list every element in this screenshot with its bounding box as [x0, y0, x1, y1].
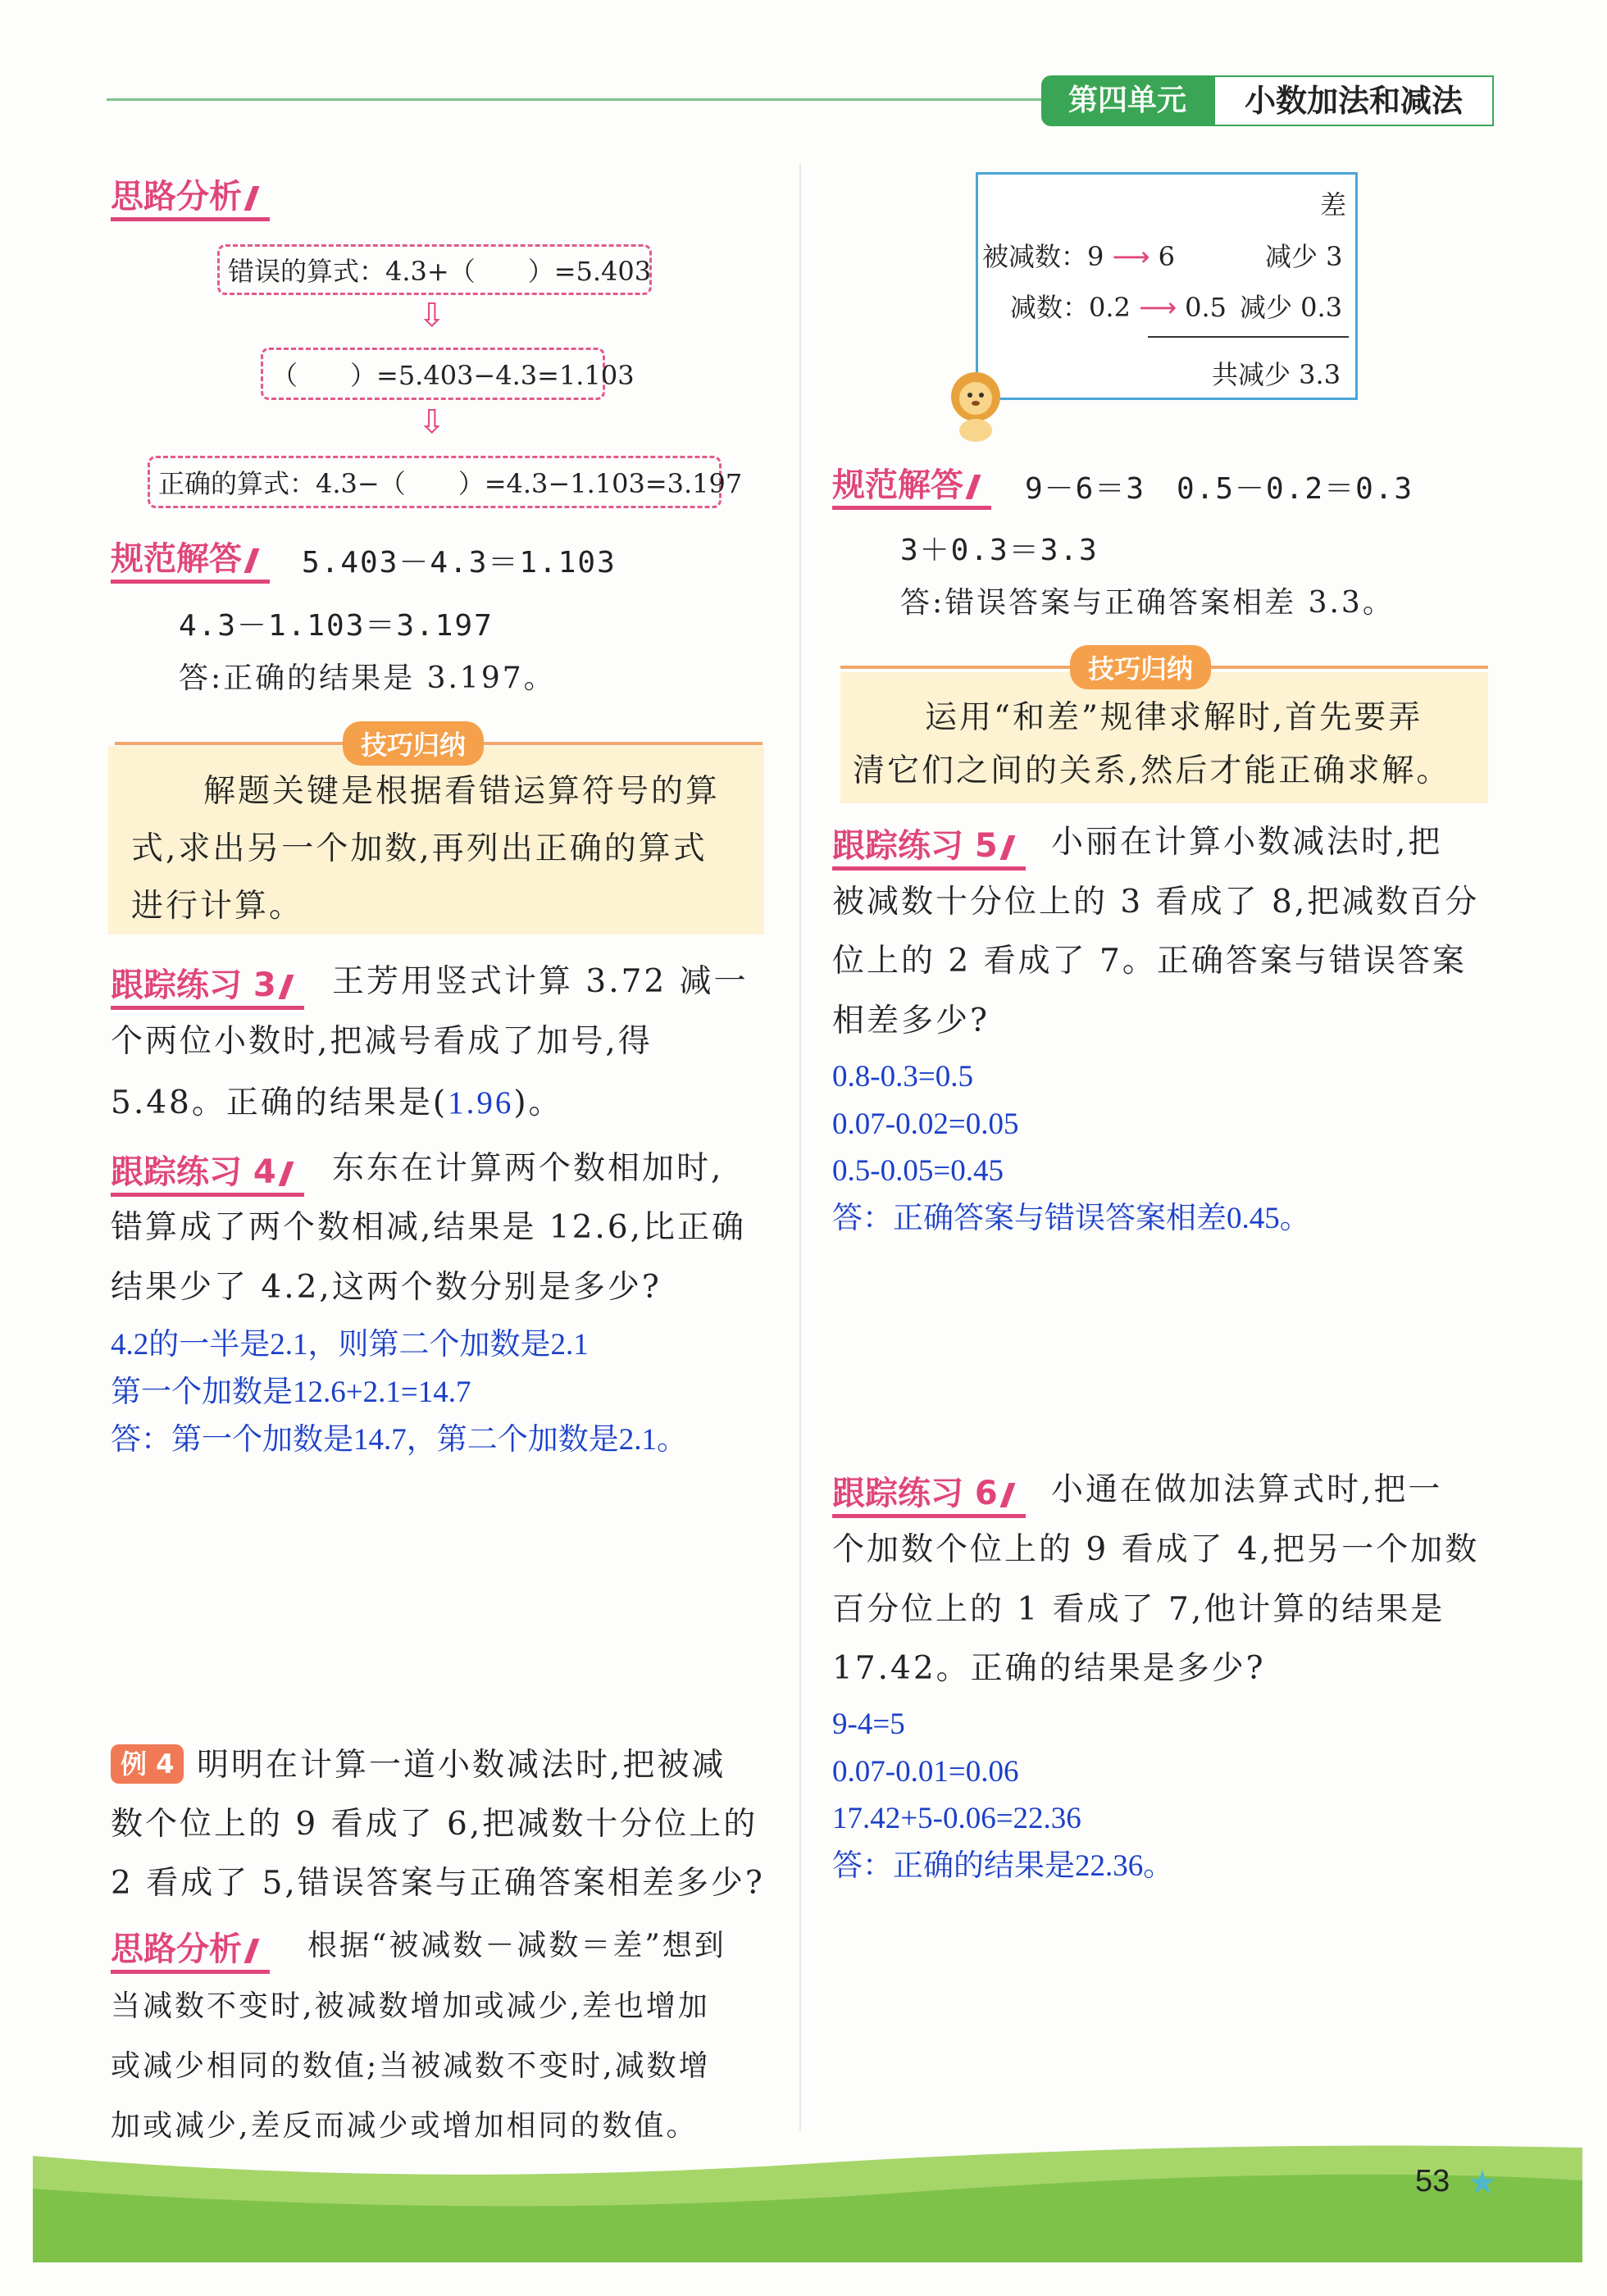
exercise-5-line: 小丽在计算小数减法时,把: [1051, 824, 1443, 861]
box-label: 被减数：9: [982, 241, 1104, 272]
middle-formula-box: （ ）=5.403−4.3=1.103: [261, 348, 605, 400]
exercise-6-line: 小通在做加法算式时,把一: [1051, 1471, 1443, 1508]
answer-line: 3＋0.3＝3.3: [900, 534, 1099, 567]
analysis-tag: 思路分析: [111, 170, 270, 221]
exercise-3-answer: 1.96: [448, 1085, 514, 1121]
skill-line: 运用“和差”规律求解时,首先要弄: [925, 699, 1423, 736]
answer-line: 5.403－4.3＝1.103: [302, 546, 617, 580]
exercise-4-line: 结果少了 4.2,这两个数分别是多少?: [111, 1269, 662, 1306]
example-line: 2 看成了 5,错误答案与正确答案相差多少?: [111, 1865, 765, 1902]
star-icon: ★: [1468, 2164, 1497, 2202]
box-value: 0.5: [1185, 292, 1227, 323]
example-analysis-line: 加或减少,差反而减少或增加相同的数值。: [111, 2109, 699, 2143]
example-analysis-line: 当减数不变时,被减数增加或减少,差也增加: [111, 1989, 710, 2023]
skill-title: 技巧归纳: [343, 721, 484, 766]
exercise-6-answer: 17.42+5-0.06=22.36: [832, 1802, 1081, 1835]
box-value: 6: [1158, 241, 1175, 272]
exercise-6-line: 个加数个位上的 9 看成了 4,把另一个加数: [832, 1531, 1480, 1568]
lion-mascot-icon: [943, 369, 1008, 443]
exercise-4-answer: 答：第一个加数是14.7，第二个加数是2.1。: [111, 1423, 687, 1457]
box-text: 差: [1320, 189, 1347, 221]
exercise-5-answer: 0.5-0.05=0.45: [832, 1154, 1004, 1188]
column-divider: [799, 164, 801, 2131]
exercise-5-line: 位上的 2 看成了 7。正确答案与错误答案: [832, 943, 1467, 980]
box-divider: [1148, 336, 1349, 338]
answer-line: 答:错误答案与正确答案相差 3.3。: [900, 586, 1395, 620]
down-arrow-icon: ⇩: [418, 297, 446, 334]
box-text: 共减少 3.3: [1212, 359, 1341, 390]
exercise-6-line: 17.42。正确的结果是多少?: [832, 1650, 1266, 1687]
exercise-6-answer: 0.07-0.01=0.06: [832, 1755, 1019, 1789]
box-text: [1010, 287, 1227, 325]
exercise-4-answer: 第一个加数是12.6+2.1=14.7: [111, 1375, 471, 1409]
wrong-formula-box: 错误的算式：4.3+（ ）=5.403: [217, 244, 652, 295]
exercise-6-answer: 9-4=5: [832, 1707, 905, 1741]
exercise-3-line: 个两位小数时,把减号看成了加号,得: [111, 1023, 653, 1060]
exercise-4-line: 错算成了两个数相减,结果是 12.6,比正确: [111, 1209, 747, 1246]
box-text: [982, 236, 1175, 274]
box-text: 减少 0.3: [1240, 292, 1343, 323]
unit-badge: 第四单元: [1041, 75, 1213, 126]
answer-line: 9－6＝3 0.5－0.2＝0.3: [1025, 472, 1414, 506]
exercise-6-tag: 跟踪练习 6: [832, 1467, 1026, 1518]
example-badge: 例 4: [111, 1744, 184, 1784]
exercise-5-answer: 0.07-0.02=0.05: [832, 1107, 1019, 1141]
example-analysis-line: 或减少相同的数值;当被减数不变时,减数增: [111, 2049, 711, 2083]
right-formula-box: 正确的算式：4.3−（ ）=4.3−1.103=3.197: [148, 456, 722, 508]
right-arrow-icon: ⟶: [1139, 292, 1177, 323]
exercise-3-tag: 跟踪练习 3: [111, 959, 304, 1010]
page-number: 53: [1415, 2164, 1450, 2198]
exercise-5-line: 被减数十分位上的 3 看成了 8,把减数百分: [832, 884, 1480, 921]
skill-line: 清它们之间的关系,然后才能正确求解。: [853, 752, 1451, 789]
skill-line: 式,求出另一个加数,再列出正确的算式: [131, 830, 708, 867]
exercise-6-line: 百分位上的 1 看成了 7,他计算的结果是: [832, 1591, 1445, 1628]
skill-title: 技巧归纳: [1070, 645, 1211, 689]
skill-line: 解题关键是根据看错运算符号的算: [203, 773, 721, 810]
box-label: 减数：0.2: [1010, 292, 1131, 323]
exercise-5-line: 相差多少?: [832, 1003, 990, 1039]
exercise-3-text: 5.48。正确的结果是(: [111, 1084, 448, 1121]
answer-line: 答:正确的结果是 3.197。: [179, 662, 556, 695]
topic-badge: 小数加法和减法: [1213, 75, 1494, 126]
footer-wave: [0, 2131, 1607, 2293]
answer-tag: 规范解答: [111, 533, 270, 584]
example-analysis-tag: 思路分析: [111, 1923, 270, 1974]
example-line: 数个位上的 9 看成了 6,把减数十分位上的: [111, 1806, 758, 1843]
exercise-3-text: )。: [513, 1084, 563, 1121]
example-line: 明明在计算一道小数减法时,把被减: [197, 1747, 726, 1784]
down-arrow-icon: ⇩: [418, 403, 446, 441]
right-arrow-icon: ⟶: [1112, 241, 1150, 272]
answer-line: 4.3－1.103＝3.197: [179, 609, 494, 643]
exercise-6-answer: 答：正确的结果是22.36。: [832, 1849, 1174, 1883]
example-analysis-line: 根据“被减数－减数＝差”想到: [307, 1929, 726, 1962]
exercise-3-line: [111, 1074, 563, 1133]
exercise-5-tag: 跟踪练习 5: [832, 820, 1026, 871]
box-text: 减少 3: [1265, 241, 1343, 272]
skill-line: 进行计算。: [131, 888, 304, 925]
exercise-3-line: 王芳用竖式计算 3.72 减一: [332, 963, 749, 1000]
exercise-5-answer: 答：正确答案与错误答案相差0.45。: [832, 1202, 1310, 1235]
exercise-4-tag: 跟踪练习 4: [111, 1146, 304, 1197]
exercise-5-answer: 0.8-0.3=0.5: [832, 1060, 973, 1093]
exercise-4-answer: 4.2的一半是2.1，则第二个加数是2.1: [111, 1328, 589, 1362]
answer-tag: 规范解答: [832, 459, 991, 510]
header-rule: [107, 98, 1049, 101]
exercise-4-line: 东东在计算两个数相加时,: [332, 1150, 724, 1187]
